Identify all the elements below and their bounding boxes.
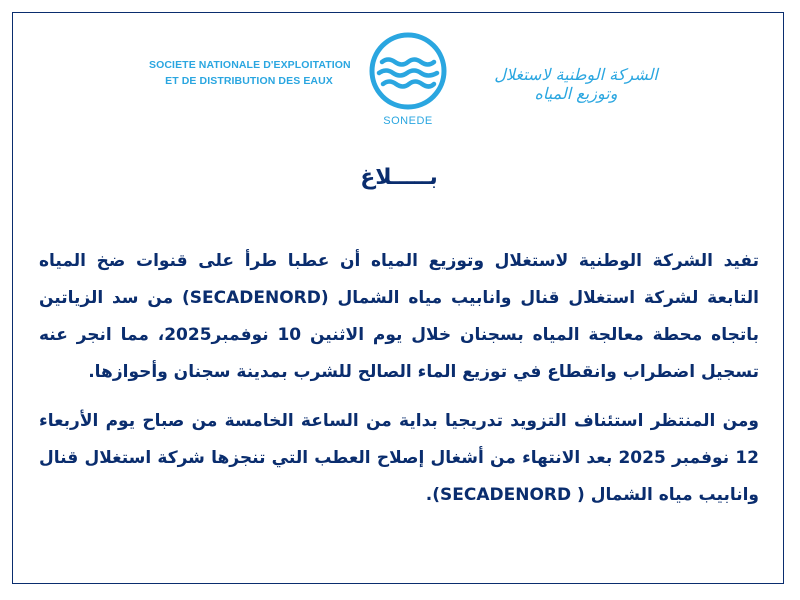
notice-body	[39, 243, 759, 526]
notice-title: بـــــلاغ	[360, 165, 438, 190]
notice-paragraph-2: ومن المنتظر استئناف التزويد تدريجيا بداية من الساعة الخامسة من صباح يوم الأربعاء 12 نوفمبر 2025 بعد الانتهاء من أشغال إصلاح العطب التي تنجزها شركة استغلال قنال وانابيب مياه الشمال ( SECADENORD).	[39, 411, 760, 505]
company-name-french-line-1: SOCIETE NATIONALE D'EXPLOITATION	[149, 59, 351, 71]
letterhead	[13, 13, 785, 153]
company-name-arabic: الشركة الوطنية لاستغلال وتوزيع المياه	[494, 65, 658, 103]
notice-paragraph-1: تفيد الشركة الوطنية لاستغلال وتوزيع المياه أن عطبا طرأ على قنوات ضخ المياه التابعة لشركة استغلال قنال وانابيب مياه الشمال (SECADENORD) من سد الزياتين باتجاه محطة معالجة المياه بسجنان خلال يوم الاثنين 10 نوفمبر2025، مما انجر عنه تسجيل اضطراب وانقطاع في توزيع الماء الصالح للشرب بمدينة سجنان وأحوازها.	[39, 251, 759, 382]
document-frame	[12, 12, 784, 584]
water-waves-logo-icon	[368, 31, 448, 111]
company-name-french-line-2: ET DE DISTRIBUTION DES EAUX	[165, 75, 333, 87]
brand-name: SONEDE	[383, 115, 433, 127]
company-name-french	[149, 57, 349, 89]
